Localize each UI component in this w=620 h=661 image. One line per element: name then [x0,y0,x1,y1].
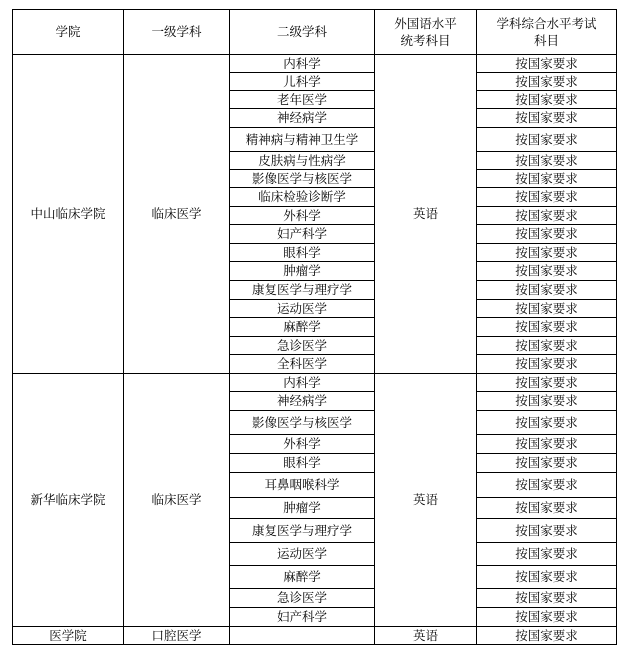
header-comprehensive-line2: 科目 [533,33,559,48]
requirement-cell: 按国家要求 [477,374,617,392]
sub-discipline-cell: 影像医学与核医学 [230,170,375,188]
requirement-cell: 按国家要求 [477,566,617,589]
table-row [13,55,617,73]
requirement-cell: 按国家要求 [477,519,617,543]
sub-discipline-cell: 精神病与精神卫生学 [230,128,375,152]
requirement-cell: 按国家要求 [477,318,617,337]
sub-discipline-cell: 麻醉学 [230,566,375,589]
sub-discipline-cell: 全科医学 [230,355,375,374]
sub-discipline-cell: 康复医学与理疗学 [230,519,375,543]
requirement-cell: 按国家要求 [477,392,617,411]
requirement-cell: 按国家要求 [477,170,617,188]
sub-discipline-cell: 运动医学 [230,300,375,318]
requirement-cell: 按国家要求 [477,337,617,355]
college-cell: 医学院 [13,627,124,645]
requirement-cell: 按国家要求 [477,355,617,374]
sub-discipline-cell: 内科学 [230,55,375,73]
college-cell: 中山临床学院 [13,55,124,374]
subject-table [12,9,617,645]
sub-discipline-cell: 妇产科学 [230,225,375,244]
sub-discipline-cell: 运动医学 [230,543,375,566]
requirement-cell: 按国家要求 [477,627,617,645]
sub-discipline-cell: 外科学 [230,435,375,454]
sub-discipline-cell: 急诊医学 [230,589,375,608]
discipline-cell: 临床医学 [124,374,230,627]
sub-discipline-cell: 康复医学与理疗学 [230,281,375,300]
header-comprehensive-line1: 学科综合水平考试 [496,16,597,31]
sub-discipline-cell: 眼科学 [230,454,375,473]
sub-discipline-cell: 妇产科学 [230,608,375,627]
language-cell: 英语 [375,374,477,627]
sub-discipline-cell: 神经病学 [230,392,375,411]
table-row [13,374,617,392]
requirement-cell: 按国家要求 [477,152,617,170]
requirement-cell: 按国家要求 [477,543,617,566]
header-comprehensive-exam [477,10,617,55]
requirement-cell: 按国家要求 [477,262,617,281]
table-header-row [13,10,617,55]
discipline-cell: 临床医学 [124,55,230,374]
requirement-cell: 按国家要求 [477,109,617,128]
requirement-cell: 按国家要求 [477,473,617,498]
language-cell: 英语 [375,55,477,374]
requirement-cell: 按国家要求 [477,498,617,519]
requirement-cell: 按国家要求 [477,128,617,152]
requirement-cell: 按国家要求 [477,454,617,473]
requirement-cell: 按国家要求 [477,608,617,627]
sub-discipline-cell: 肿瘤学 [230,262,375,281]
table-body [13,55,617,645]
sub-discipline-cell: 耳鼻咽喉科学 [230,473,375,498]
requirement-cell: 按国家要求 [477,225,617,244]
sub-discipline-cell: 肿瘤学 [230,498,375,519]
sub-discipline-cell: 眼科学 [230,244,375,262]
sub-discipline-cell: 老年医学 [230,91,375,109]
college-cell: 新华临床学院 [13,374,124,627]
requirement-cell: 按国家要求 [477,300,617,318]
requirement-cell: 按国家要求 [477,281,617,300]
sub-discipline-cell: 麻醉学 [230,318,375,337]
requirement-cell: 按国家要求 [477,589,617,608]
sub-discipline-cell: 儿科学 [230,73,375,91]
requirement-cell: 按国家要求 [477,188,617,207]
sub-discipline-cell: 临床检验诊断学 [230,188,375,207]
header-foreign-language [375,10,477,55]
header-foreign-line1: 外国语水平 [394,16,457,31]
language-cell: 英语 [375,627,477,645]
requirement-cell: 按国家要求 [477,411,617,435]
sub-discipline-cell: 神经病学 [230,109,375,128]
sub-discipline-cell: 皮肤病与性病学 [230,152,375,170]
header-discipline: 一级学科 [124,10,230,55]
requirement-cell: 按国家要求 [477,435,617,454]
sub-discipline-cell: 外科学 [230,207,375,225]
sub-discipline-cell: 影像医学与核医学 [230,411,375,435]
requirement-cell: 按国家要求 [477,73,617,91]
requirement-cell: 按国家要求 [477,55,617,73]
table-row [13,627,617,645]
header-sub-discipline: 二级学科 [230,10,375,55]
header-foreign-line2: 统考科目 [400,33,451,48]
requirement-cell: 按国家要求 [477,207,617,225]
header-college: 学院 [13,10,124,55]
sub-discipline-cell: 急诊医学 [230,337,375,355]
discipline-cell: 口腔医学 [124,627,230,645]
requirement-cell: 按国家要求 [477,91,617,109]
requirement-cell: 按国家要求 [477,244,617,262]
sub-discipline-cell: 内科学 [230,374,375,392]
sub-discipline-cell [230,627,375,645]
